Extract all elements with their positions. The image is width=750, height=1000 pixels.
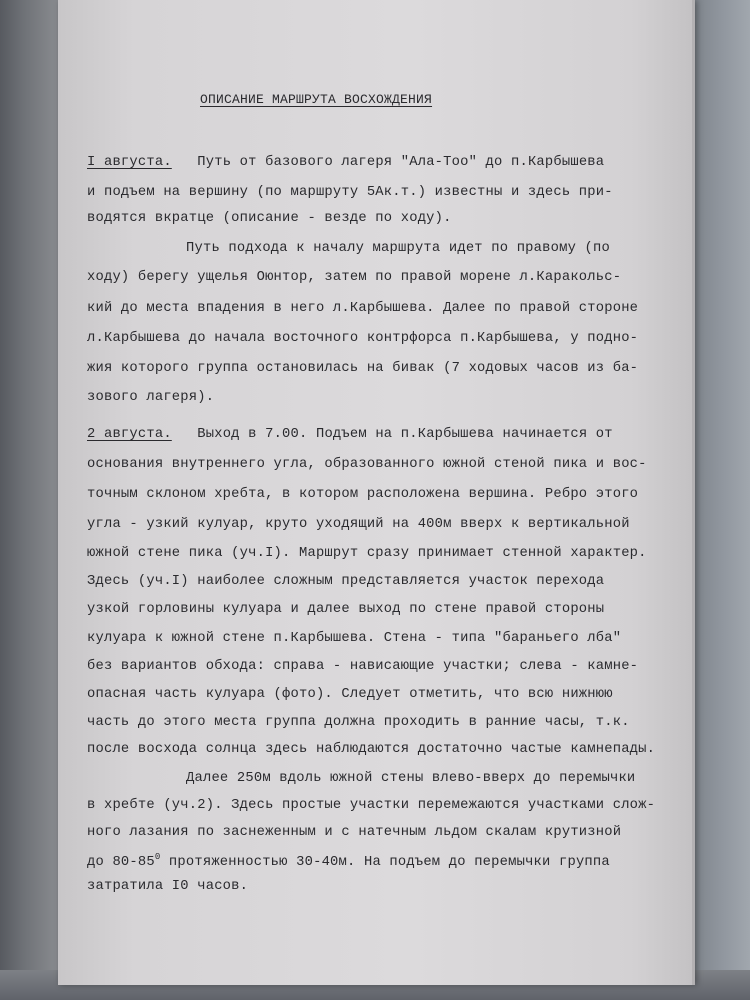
paragraph-2-line-1: Путь подхода к началу маршрута идет по правому (по [186,241,610,256]
right-background [690,0,750,1000]
paragraph-1-line-1-text: Путь от базового лагеря "Ала-Тоо" до п.Карбышева [197,155,605,170]
date-august-2: 2 августа. [87,427,172,442]
paragraph-3-line-7: узкой горловины кулуара и далее выход по стене правой стороны [87,602,605,617]
paragraph-3-line-12: после восхода солнца здесь наблюдаются достаточно частые камнепады. [87,742,656,757]
paragraph-3-line-9: без вариантов обхода: справа - нависающие участки; слева - камне- [87,659,639,674]
paragraph-2-line-2: ходу) берегу ущелья Оюнтор, затем по правой морене л.Каракольс- [87,270,622,285]
left-background [0,0,60,1000]
paragraph-2-line-5: жия которого группа остановилась на бивак (7 ходовых часов из ба- [87,361,639,376]
paragraph-4-line-4-end: протяженностью 30-40м. На подъем до перемычки группа [160,855,610,870]
paragraph-1-line-2: и подъем на вершину (по маршруту 5Ак.т.) известны и здесь при- [87,185,613,200]
degree-superscript: 0 [154,852,161,862]
paragraph-3-line-3: точным склоном хребта, в котором расположена вершина. Ребро этого [87,487,639,502]
paragraph-4-line-5: затратила I0 часов. [87,879,249,894]
page-edge [692,0,695,985]
paragraph-2-line-4: л.Карбышева до начала восточного контрфорса п.Карбышева, у подно- [87,331,639,346]
paragraph-4-line-4 [87,853,610,870]
paragraph-3-line-8: кулуара к южной стене п.Карбышева. Стена - типа "бараньего лба" [87,631,622,646]
paragraph-2-line-3: кий до места впадения в него л.Карбышева. Далее по правой стороне [87,301,639,316]
paragraph-2-line-6: зового лагеря). [87,390,215,405]
paragraph-4-line-3: ного лазания по заснеженным и с натечным льдом скалам крутизной [87,825,622,840]
paragraph-4-line-2: в хребте (уч.2). Здесь простые участки перемежаются участками слож- [87,798,656,813]
paragraph-3-line-1 [87,428,613,442]
paragraph-4-line-1: Далее 250м вдоль южной стены влево-вверх до перемычки [186,771,636,786]
paragraph-1-line-1 [87,156,604,170]
paragraph-3-line-1-text: Выход в 7.00. Подъем на п.Карбышева начинается от [197,427,613,442]
document-page [58,0,695,985]
paragraph-1-line-3: водятся вкратце (описание - везде по ходу). [87,211,452,226]
paragraph-3-line-4: угла - узкий кулуар, круто уходящий на 400м вверх к вертикальной [87,517,630,532]
paragraph-3-line-11: часть до этого места группа должна проходить в ранние часы, т.к. [87,715,630,730]
date-august-1: I августа. [87,155,172,170]
paragraph-3-line-2: основания внутреннего угла, образованного южной стеной пика и вос- [87,457,647,472]
paragraph-3-line-5: южной стене пика (уч.I). Маршрут сразу принимает стенной характер. [87,546,647,561]
document-title: ОПИСАНИЕ МАРШРУТА ВОСХОЖДЕНИЯ [200,92,433,107]
paragraph-3-line-6: Здесь (уч.I) наиболее сложным представляется участок перехода [87,574,605,589]
paragraph-3-line-10: опасная часть кулуара (фото). Следует отметить, что всю нижнюю [87,687,613,702]
paragraph-4-line-4-start: до 80-85 [87,855,155,870]
